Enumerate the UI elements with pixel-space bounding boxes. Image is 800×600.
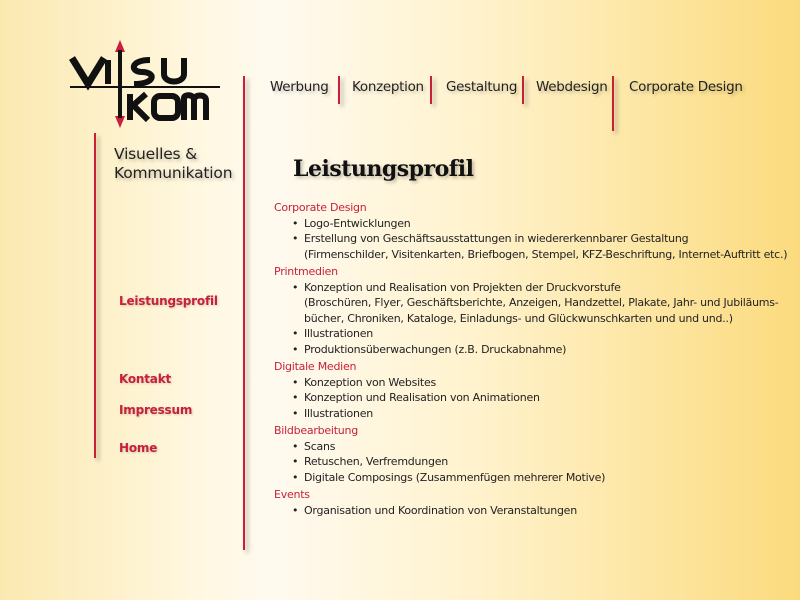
section-list	[274, 375, 794, 422]
list-item-subtext: (Firmenschilder, Visitenkarten, Briefbogen, Stempel, KFZ-Beschriftung, Internet-Auftritt etc.)	[304, 247, 788, 261]
section-corporate-design	[274, 200, 794, 262]
list-item-text: Erstellung von Geschäftsausstattungen in wiedererkennbarer Gestaltung	[304, 232, 689, 245]
services-content	[274, 199, 794, 518]
list-item	[304, 231, 794, 262]
nav-konzeption[interactable]: Konzeption	[352, 79, 424, 95]
side-nav-leistungsprofil[interactable]: Leistungsprofil	[119, 294, 218, 308]
nav-divider	[338, 76, 340, 104]
list-item-subtext: bücher, Chroniken, Kataloge, Einladungs- und Glückwunschkarten und und und..)	[304, 311, 733, 325]
list-item-text: Konzeption und Realisation von Animationen	[304, 391, 540, 404]
nav-divider	[430, 76, 432, 104]
tagline-line2: Kommunikation	[114, 164, 233, 182]
tagline	[114, 145, 232, 183]
list-item-text: Scans	[304, 439, 336, 453]
list-item	[304, 390, 794, 406]
divider-main	[243, 76, 245, 550]
list-item-text: Illustrationen	[304, 406, 373, 420]
list-item	[304, 342, 794, 358]
section-title: Corporate Design	[274, 201, 367, 214]
visukom-logo[interactable]	[60, 38, 230, 138]
list-item	[304, 375, 794, 391]
list-item-text: Retuschen, Verfremdungen	[304, 455, 448, 468]
section-list	[274, 439, 794, 486]
section-printmedien	[274, 264, 794, 357]
section-list	[274, 216, 794, 263]
nav-corporate-design[interactable]: Corporate Design	[629, 79, 743, 95]
list-item-text: Konzeption und Realisation von Projekten der Druckvorstufe	[304, 280, 621, 294]
section-title: Digitale Medien	[274, 360, 357, 373]
section-list	[274, 503, 794, 519]
nav-webdesign[interactable]: Webdesign	[536, 79, 608, 95]
logo-graphic	[60, 38, 230, 138]
list-item-text: Produktionsüberwachungen (z.B. Druckabnahme)	[304, 342, 567, 356]
section-digitale-medien	[274, 359, 794, 421]
nav-werbung[interactable]: Werbung	[270, 79, 329, 95]
list-item-subtext: (Broschüren, Flyer, Geschäftsberichte, Anzeigen, Handzettel, Plakate, Jahr- und Jubiläums-	[304, 296, 779, 309]
list-item	[304, 503, 794, 519]
nav-gestaltung[interactable]: Gestaltung	[446, 79, 518, 95]
section-events	[274, 487, 794, 518]
section-title: Bildbearbeitung	[274, 424, 358, 437]
section-title: Printmedien	[274, 265, 338, 278]
list-item	[304, 280, 794, 327]
page-title: Leistungsprofil	[293, 156, 474, 182]
side-nav-home[interactable]: Home	[119, 441, 158, 455]
side-nav-kontakt[interactable]: Kontakt	[119, 372, 172, 386]
list-item-text: Illustrationen	[304, 327, 373, 340]
list-item	[304, 406, 794, 422]
list-item	[304, 454, 794, 470]
section-title: Events	[274, 488, 310, 501]
list-item	[304, 326, 794, 342]
list-item	[304, 470, 794, 486]
list-item-text: Konzeption von Websites	[304, 375, 436, 389]
side-nav-impressum[interactable]: Impressum	[119, 403, 193, 417]
list-item-text: Logo-Entwicklungen	[304, 216, 411, 230]
tagline-line1: Visuelles &	[114, 145, 198, 163]
list-item	[304, 216, 794, 232]
list-item-text: Digitale Composings (Zusammenfügen mehrerer Motive)	[304, 470, 606, 484]
section-list	[274, 280, 794, 358]
nav-divider	[612, 76, 614, 131]
divider-left	[94, 133, 96, 458]
top-nav	[252, 76, 792, 136]
list-item-text: Organisation und Koordination von Veranstaltungen	[304, 503, 577, 517]
nav-divider	[522, 76, 524, 104]
list-item	[304, 439, 794, 455]
section-bildbearbeitung	[274, 423, 794, 485]
